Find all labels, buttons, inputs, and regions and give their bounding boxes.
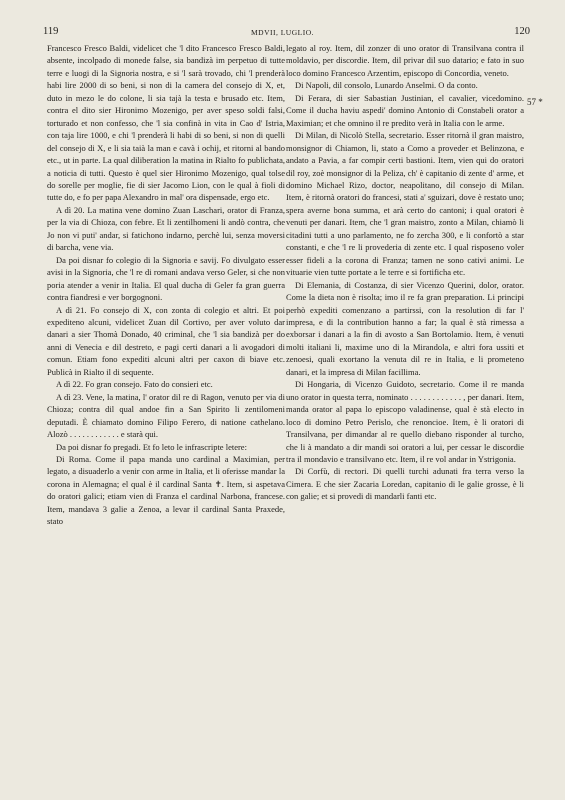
paragraph: A dì 23. Vene, la matina, l' orator dil re di Ragon, venuto per via di Chioza; contra dil qual andoe fin a San Spirito li zentilomeni deputadi. È chiamato domino Filipo Ferero, di natione cathelano. Alozò . . . . . . . . . . . . e starà qui. (47, 391, 285, 440)
paragraph: Di Hongaria, di Vicenzo Guidoto, secretario. Come il re manda uno orator in questa terra, nominato . . . . . . . . . . . . , per danari. Item, manda orator al papa lo episcopo valadinense, qual è stà electo in loco di domino Petro Perislo, che renoncioe. Item, è li oratori di Transilvana, per dimandar al re quello diebano risponder al turcho, che li à mandato a dir mandi soi oratori a lui, per cessar le discordie tra il mondavio e transilvano etc. Item, il re vol andar in Ystrigonia. (286, 379, 524, 464)
paragraph: Da poi disnar fo colegio di la Signoria e savij. Fo divulgato esser avisi in la Signoria, che 'l re di romani andava verso Geler, si che non poria atender a venir in Italia. El qual ducha di Geler fa gran guerra contra fiandresi e ver borgognoni. (47, 254, 285, 303)
paragraph: Di Elemania, di Costanza, di sier Vicenzo Querini, dolor, orator. Come la dieta non è risolta; imo il re fa gran preparation. Li principi perhò expediti comenzano a partirssi, con la resolution di far l' impresa, e di la contribution hanno a far; la qual è stà rimessa a exborsar i danari a la fin di avosto a San Bortolamio. Item, è venuti molti italiani li, maxime uno di la Mirandola, e altri fora ussiti et zenoesi, quali exortano la venuta dil re in Italia, e li prometeno danari, et la impresa di Milan facillima. (286, 279, 524, 377)
paragraph: legato al roy. Item, dil zonzer di uno orator di Transilvana contra il moldavio, per discordie. Item, dil privar dil suo datario; e fato in suo loco domino Francesco Arzentim, episcopo di Concordia, veneto. (286, 43, 524, 78)
paragraph: Francesco Fresco Baldi, videlicet che 'l dito Francesco Fresco Baldi, absente, incolpado di monede false, sia bandizà im perpetuo di tutte terre e luogi di la Signoria nostra, e si 'l sarà trovado, chi 'l prenderà habi lire 2000 di so beni, si non di la camera del consejo di X, et, duto in mezo le do colone, li sia tajà la testa e brusado etc. Item, contra el dito sier Hironimo Mozenigo, per aver speso soldi falsi, torturado et non confesso, che 'l sia confinà in vita in Cao d' Istria, con taja lire 1000, e chi 'l prenderà li habi di so beni, si non di quelli del consejo di X, e li sia taià la man e cavà i ochij, et ritorni al bando etc., ut in parte. La qual diliberation la matina in Rialto fo publichata, a noticia di tutti. Questo è quel sier Hironimo Mozenigo, qual tolse do sorelle per moglie, fie di sier Jacomo Lion, con le qual à fioli di tutte do, e fo per papa Alexandro in mal' ora dispensade, ergo etc. (47, 43, 285, 203)
margin-note-number: 57 * (527, 97, 543, 107)
page-number-right: 120 (514, 26, 530, 37)
running-header (0, 26, 565, 40)
running-title: MDVII, LUGLIO. (250, 28, 315, 37)
right-column (286, 42, 524, 503)
paragraph: A dì 21. Fo consejo di X, con zonta di colegio et altri. Et poi expediteno alcuni, videlicet Zuan dil Cortivo, per aver voluto dar danari a sier Thomà Donado, 40 criminal, che 'l sia bandizà per do anni di Venecia e dil destreto, e pagi certi danari a li avogadori di comun. Etiam fono expediti alcuni altri per caxon di biave etc. Publicà in Rialto il di sequente. (47, 304, 285, 377)
paragraph: Di Corfù, di rectori. Di quelli turchi adunati fra terra verso la Cimera. E che sier Zacaria Loredan, capitanio di le galie grosse, è li con galie; et si provedi di mandarli fanti etc. (286, 466, 524, 502)
paragraph: Di Napoli, dil consolo, Lunardo Anselmi. O da conto. (295, 80, 478, 91)
page-number-left: 119 (43, 26, 59, 37)
paragraph: Di Ferara, di sier Sabastian Justinian, el cavalier, vicedomino. Come il ducha haviu aspedi' domino Antonio di Constabeli orator a Maximian; et che omnino il re predito verà in Italia con le arme. (286, 92, 524, 128)
paragraph: A dì 20. La matina vene domino Zuan Laschari, orator di Franza, per la via di Chioza, con febre. Et li zentilhomeni li andò contra, che Jo non vi puti' andar, si fatichono indarno, perchè lui, senza moversi di barcha, vene via. (47, 204, 285, 253)
left-column (47, 42, 285, 528)
paragraph: Da poi disnar fo pregadi. Et fo leto le infrascripte letere: (56, 441, 247, 452)
paragraph: Di Milan, di Nicolò Stella, secretario. Esser ritornà il gran maistro, monsignor di Chiamon, li, stato a Como a proveder et Belinzona, e andato a Pavia, a far compir certi bastioni. Item, vien qui do oratori dil roy, zoè monsignor di la Peliza, ch' è capitanio di zente d' arme, et domino Michael Rizo, doctor, neapolitano, dil consejo di Milan. Item, è ritornà oratori do francesi, stati a' sguizari, dove è restato uno; spera averne bona summa, et arà certo do cantoni; i qual oratori è venuti per danari. Item, che 'l gran maistro, zonto a Milan, chiamò li citadini tutti a uno parlamento, ne fo zercha 300, e li confortò a star constanti, e che 'l re li provederia di zente etc. I qual risposeno voler esser fideli a la corona di Franza; tamen ne sono cativi animi. Le vituarie vien tutte portate a le terre e si fortificha etc. (286, 130, 524, 278)
paragraph: Di Roma. Come il papa manda uno cardinal a Maximian, per legato, a disuaderlo a venir con arme in Italia, et li oferisse mandar la corona in Alemagna; el qual è il cardinal Santa ✝. Item, si aspetava do oratori galici; etiam vien di Franza el cardinal Narbona, francese. Item, mandava 3 galie a Zenoa, a levar il cardinal Santa Praxede, stato (47, 453, 285, 527)
paragraph: A dì 22. Fo gran consejo. Fato do consieri etc. (56, 379, 213, 390)
